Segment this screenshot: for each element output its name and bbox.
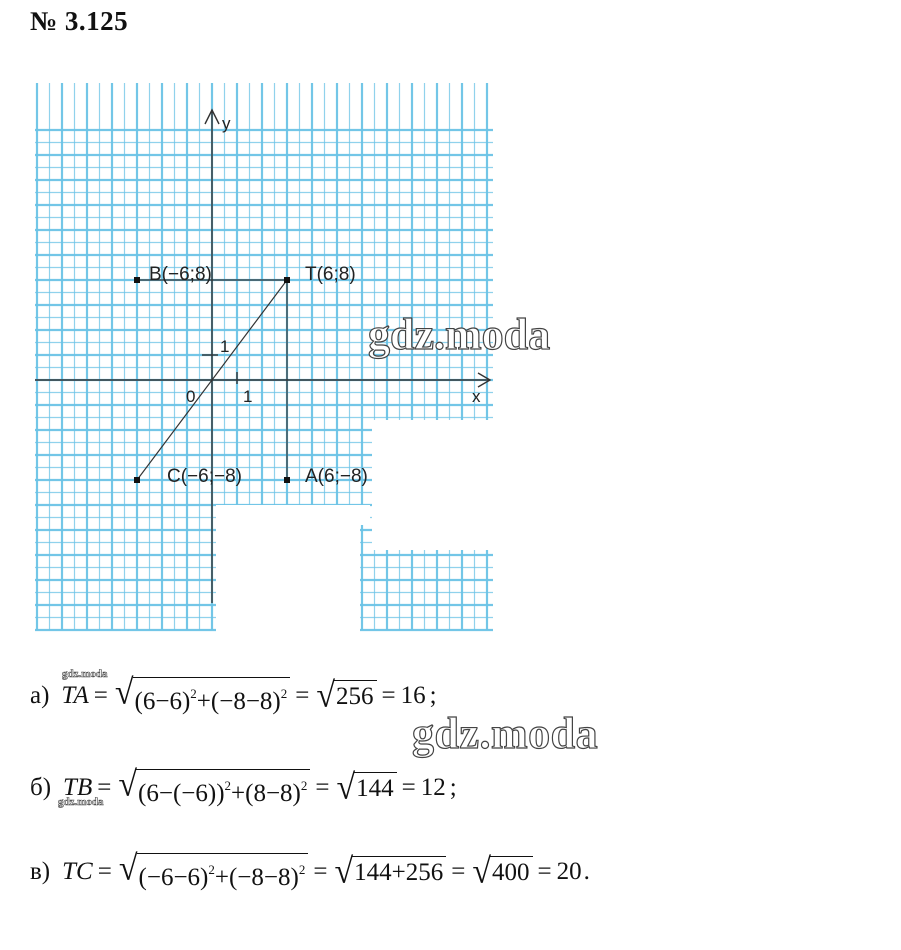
axis-x-label: x: [472, 387, 481, 406]
segment-name: TB: [63, 774, 93, 801]
point-marker: [134, 477, 140, 483]
sqrt-expression: √ $(6-(-6))^2+(8-8)^2$: [118, 769, 310, 808]
point-marker: [134, 277, 140, 283]
point-label: A(6;−8): [305, 466, 368, 487]
sqrt-expression: √ $(6-6)^2+(-8-8)^2$: [115, 677, 290, 716]
item-letter: а): [30, 682, 50, 709]
item-letter: в): [30, 858, 51, 885]
watermark-formulas: gdz.moda: [412, 709, 599, 758]
segment-name: TC: [62, 858, 93, 885]
point-marker: [284, 277, 290, 283]
item-letter: б): [30, 774, 52, 801]
point-label: B(−6;8): [149, 264, 212, 285]
sqrt-value: 144: [354, 772, 397, 804]
point-marker: [284, 477, 290, 483]
segment-name: TA: [61, 682, 89, 709]
result: 16: [400, 682, 426, 709]
result: 20: [556, 858, 582, 885]
point-label: T(6;8): [305, 264, 356, 285]
formula-c: в) TC = √ $(-6-6)^2+(-8-8)^2$ = √ 144+256 = √ 400 = 20 .: [30, 848, 590, 891]
watermark-small: gdz.moda: [58, 796, 104, 808]
unit-x-label: 1: [243, 387, 253, 406]
watermark-small: gdz.moda: [62, 668, 108, 680]
point-label: C(−6;−8): [167, 466, 242, 487]
problem-number: № 3.125: [30, 6, 129, 36]
sqrt-value: 256: [334, 680, 377, 712]
formula-b: б) TB = √ $(6-(-6))^2+(8-8)^2$ = √ 144 = 12 ;: [30, 764, 457, 807]
points: [134, 264, 368, 487]
unit-y-label: 1: [220, 337, 230, 356]
sqrt-sum: 144+256: [352, 856, 446, 888]
formula-a: а) TA = √ $(6-6)^2+(-8-8)^2$ = √ 256 = 16 ;: [30, 672, 437, 715]
axis-y-label: y: [222, 114, 231, 133]
origin-label: 0: [186, 387, 196, 406]
sqrt-expression: √ $(-6-6)^2+(-8-8)^2$: [119, 853, 309, 892]
result: 12: [420, 774, 446, 801]
watermark-graph: gdz.moda: [368, 310, 551, 359]
sqrt-value: 400: [490, 856, 533, 888]
